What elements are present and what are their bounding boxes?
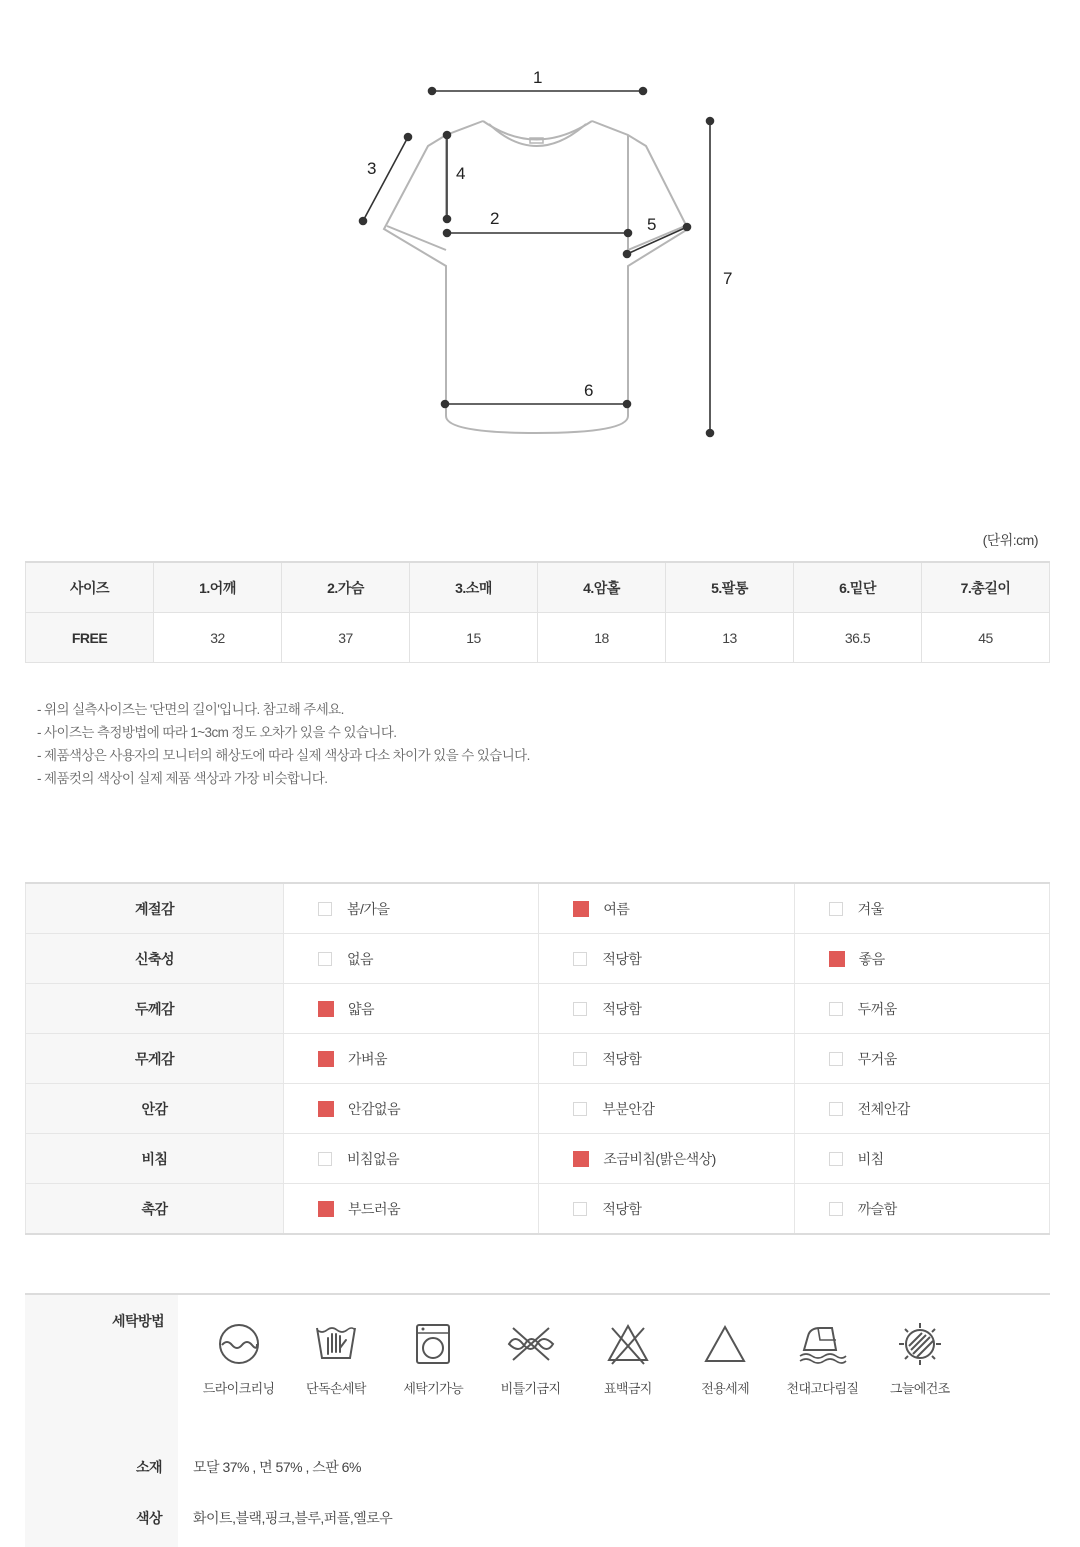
header-chest: 2.가슴 [282, 562, 410, 613]
feature-name: 촉감 [26, 1184, 284, 1235]
care-label: 표백금지 [603, 1381, 652, 1396]
feature-name: 계절감 [26, 883, 284, 934]
size-value: 18 [538, 613, 666, 663]
feature-name: 신축성 [26, 934, 284, 984]
checkbox [318, 1152, 332, 1166]
option [794, 934, 1049, 984]
option-label: 전체안감 [857, 1100, 910, 1117]
iron-cloth-icon [796, 1320, 848, 1368]
feature-row-weight [26, 1034, 1050, 1084]
care-item [190, 1320, 287, 1397]
size-name: FREE [26, 613, 154, 663]
diagram-label-5: 5 [647, 215, 657, 234]
option-label: 적당함 [602, 1050, 642, 1067]
checkbox-checked [573, 901, 589, 917]
size-table-header [26, 562, 1050, 613]
option-label: 비침없음 [347, 1150, 400, 1167]
option [539, 1184, 794, 1235]
option [794, 1084, 1049, 1134]
note-item: - 제품색상은 사용자의 모니터의 해상도에 따라 실제 색상과 다소 차이가 있을 수 있습니다. [37, 748, 530, 763]
note-item: - 위의 실측사이즈는 '단면의 길이'입니다. 참고해 주세요. [37, 702, 344, 717]
care-item [385, 1320, 482, 1397]
detergent-icon [701, 1320, 749, 1368]
checkbox [829, 1052, 843, 1066]
care-section [25, 1293, 1050, 1547]
header-armhole: 4.암홀 [538, 562, 666, 613]
diagram-label-3: 3 [367, 159, 377, 178]
checkbox [573, 952, 587, 966]
material-value: 모달 37% , 면 57% , 스판 6% [193, 1459, 361, 1475]
option [794, 1134, 1049, 1184]
checkbox-checked [829, 951, 845, 967]
option [284, 1184, 539, 1235]
feature-row-sheerness [26, 1134, 1050, 1184]
measurement-diagram [340, 55, 760, 455]
note-item: - 사이즈는 측정방법에 따라 1~3cm 정도 오차가 있을 수 있습니다. [37, 725, 397, 740]
hand-wash-icon [312, 1320, 360, 1368]
washing-label: 세탁방법 [112, 1313, 165, 1329]
diagram-label-7: 7 [723, 269, 733, 288]
care-label: 비틀기금지 [500, 1381, 561, 1396]
checkbox [829, 902, 843, 916]
feature-name: 안감 [26, 1084, 284, 1134]
option [284, 883, 539, 934]
option [284, 1134, 539, 1184]
option-label: 적당함 [602, 1000, 642, 1017]
checkbox [829, 1152, 843, 1166]
option [539, 1034, 794, 1084]
feature-row-season [26, 883, 1050, 934]
option-label: 부분안감 [602, 1100, 655, 1117]
size-value: 45 [922, 613, 1050, 663]
no-wring-icon [505, 1320, 557, 1368]
dry-cleaning-icon [215, 1320, 263, 1368]
option [794, 883, 1049, 934]
checkbox [573, 1202, 587, 1216]
diagram-label-6: 6 [584, 381, 594, 400]
header-sleeve-width: 5.팔통 [666, 562, 794, 613]
option-label: 부드러움 [348, 1200, 401, 1217]
table-row [26, 613, 1050, 663]
option-label: 얇음 [348, 1000, 375, 1017]
feature-row-lining [26, 1084, 1050, 1134]
checkbox-checked [318, 1101, 334, 1117]
color-value: 화이트,블랙,핑크,블루,퍼플,옐로우 [193, 1510, 393, 1526]
feature-row-texture [26, 1184, 1050, 1235]
option-label: 없음 [347, 950, 374, 967]
option-label: 좋음 [858, 950, 885, 967]
feature-row-elasticity [26, 934, 1050, 984]
checkbox-checked [318, 1051, 334, 1067]
option-label: 여름 [603, 900, 630, 917]
care-item [482, 1320, 579, 1397]
care-item [287, 1320, 384, 1397]
option [539, 1134, 794, 1184]
care-item [871, 1320, 968, 1397]
size-value: 13 [666, 613, 794, 663]
option-label: 까슬함 [857, 1200, 897, 1217]
checkbox [573, 1002, 587, 1016]
color-label: 색상 [136, 1510, 163, 1526]
option [539, 984, 794, 1034]
option-label: 비침 [857, 1150, 884, 1167]
option-label: 가벼움 [348, 1050, 388, 1067]
option [794, 1034, 1049, 1084]
option [794, 984, 1049, 1034]
header-hem: 6.밑단 [794, 562, 922, 613]
washing-machine-icon [409, 1320, 457, 1368]
option [794, 1184, 1049, 1235]
no-bleach-icon [604, 1320, 652, 1368]
care-icons [190, 1320, 968, 1397]
checkbox [829, 1202, 843, 1216]
option-label: 무거움 [857, 1050, 897, 1067]
header-total-length: 7.총길이 [922, 562, 1050, 613]
size-value: 37 [282, 613, 410, 663]
diagram-label-4: 4 [456, 164, 466, 183]
option [284, 1084, 539, 1134]
checkbox-checked [573, 1151, 589, 1167]
care-label: 세탁기가능 [403, 1381, 464, 1396]
material-label: 소재 [136, 1459, 163, 1475]
care-label: 전용세제 [701, 1381, 750, 1396]
header-sleeve: 3.소매 [410, 562, 538, 613]
feature-table [25, 882, 1050, 1235]
checkbox [829, 1102, 843, 1116]
option-label: 조금비침(밝은색상) [603, 1150, 716, 1167]
size-value: 32 [154, 613, 282, 663]
care-label: 단독손세탁 [306, 1381, 366, 1396]
feature-name: 두께감 [26, 984, 284, 1034]
option [539, 934, 794, 984]
option-label: 겨울 [857, 900, 884, 917]
checkbox [318, 902, 332, 916]
feature-name: 무게감 [26, 1034, 284, 1084]
option-label: 안감없음 [348, 1100, 401, 1117]
care-item [676, 1320, 773, 1397]
option [284, 934, 539, 984]
diagram-label-1: 1 [533, 68, 543, 87]
option-label: 적당함 [602, 1200, 642, 1217]
feature-row-thickness [26, 984, 1050, 1034]
checkbox-checked [318, 1201, 334, 1217]
option-label: 봄/가을 [347, 900, 390, 917]
size-value: 36.5 [794, 613, 922, 663]
unit-label: (단위:cm) [982, 532, 1038, 548]
header-size: 사이즈 [26, 562, 154, 613]
care-label: 천대고다림질 [786, 1381, 859, 1396]
option [284, 1034, 539, 1084]
care-label: 그늘에건조 [889, 1381, 950, 1396]
option [539, 1084, 794, 1134]
diagram-label-2: 2 [490, 209, 500, 228]
option-label: 두꺼움 [857, 1000, 897, 1017]
checkbox [829, 1002, 843, 1016]
checkbox-checked [318, 1001, 334, 1017]
care-item [774, 1320, 871, 1397]
size-notes [37, 698, 530, 790]
care-item [579, 1320, 676, 1397]
shade-dry-icon [896, 1320, 944, 1368]
option [539, 883, 794, 934]
option-label: 적당함 [602, 950, 642, 967]
option [284, 984, 539, 1034]
note-item: - 제품컷의 색상이 실제 제품 색상과 가장 비슷합니다. [37, 771, 328, 786]
checkbox [318, 952, 332, 966]
checkbox [573, 1102, 587, 1116]
size-value: 15 [410, 613, 538, 663]
checkbox [573, 1052, 587, 1066]
header-shoulder: 1.어깨 [154, 562, 282, 613]
feature-name: 비침 [26, 1134, 284, 1184]
care-label: 드라이크리닝 [202, 1381, 275, 1396]
size-table [25, 561, 1050, 663]
